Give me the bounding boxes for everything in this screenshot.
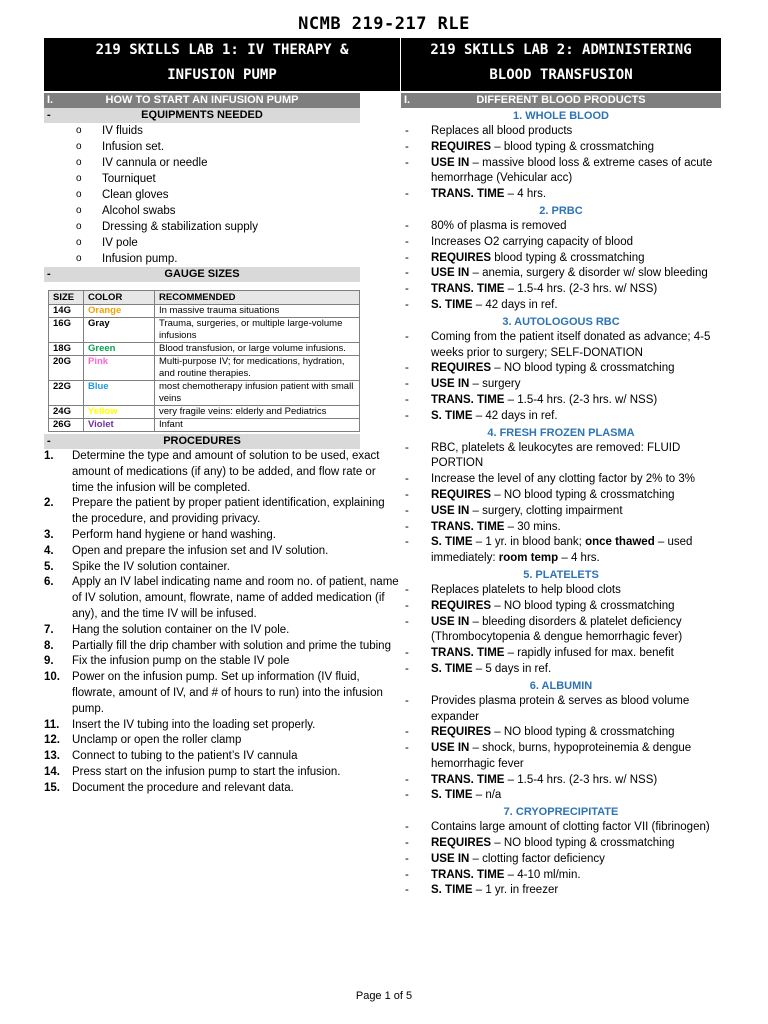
- column-header: SIZE: [49, 291, 84, 305]
- product-detail: [401, 741, 721, 773]
- detail-value: – surgery: [469, 378, 521, 391]
- procedure-step: [44, 575, 400, 622]
- product-heading: 5. PLATELETS: [523, 568, 599, 581]
- detail-key: S. TIME: [431, 884, 473, 897]
- equipment-item: [76, 123, 400, 139]
- circle-bullet-icon: o: [76, 237, 82, 248]
- gauge-recommended: Infant: [155, 419, 360, 432]
- detail-key: REQUIRES: [431, 726, 492, 739]
- procedure-steps: [44, 449, 400, 797]
- step-text: Open and prepare the infusion set and IV solution.: [72, 544, 329, 557]
- detail-value: – clotting factor deficiency: [469, 852, 605, 865]
- gauge-recommended: very fragile veins: elderly and Pediatrics: [155, 406, 360, 419]
- gauge-color: Blue: [84, 381, 155, 406]
- product-detail: [401, 773, 721, 789]
- product-detail: [401, 124, 721, 140]
- detail-key: S. TIME: [431, 789, 473, 802]
- dash: -: [405, 140, 409, 153]
- equipment-item: [76, 171, 400, 187]
- dash: -: [405, 393, 409, 406]
- gauge-table: [48, 290, 360, 432]
- column-header: RECOMMENDED: [155, 291, 360, 305]
- dash: -: [405, 662, 409, 675]
- equipment-label: Tourniquet: [102, 173, 156, 185]
- detail-key: room temp: [498, 552, 559, 565]
- step-text: Determine the type and amount of solution to be used, exact amount of medications (if any) to be added, and flow rate or time the infusion will be completed.: [72, 450, 380, 494]
- product-detail: [401, 361, 721, 377]
- detail-key: USE IN: [431, 615, 470, 628]
- detail-value: 80% of plasma is removed: [431, 219, 567, 232]
- procedure-step: [44, 639, 400, 655]
- step-number: 7.: [44, 623, 54, 636]
- detail-value: – 1.5-4 hrs. (2-3 hrs. w/ NSS): [504, 773, 658, 786]
- heading-label: GAUGE SIZES: [164, 268, 240, 280]
- product-detail: [401, 662, 721, 678]
- header-line-1: 219 SKILLS LAB 1: IV THERAPY &: [95, 42, 349, 58]
- dash: -: [405, 884, 409, 897]
- procedure-step: [44, 544, 400, 560]
- dash: -: [405, 251, 409, 264]
- dash: -: [405, 583, 409, 596]
- product-detail: [401, 615, 721, 647]
- step-text: Perform hand hygiene or hand washing.: [72, 528, 276, 541]
- detail-value: – bleeding disorders & platelet deficiency (Thrombocytopenia & dengue hemorrhagic fever): [431, 615, 683, 644]
- procedure-step: [44, 528, 400, 544]
- product-detail: [401, 441, 721, 473]
- detail-key: TRANS. TIME: [431, 773, 505, 786]
- product-heading: 7. CRYOPRECIPITATE: [503, 806, 619, 819]
- step-text: Insert the IV tubing into the loading set properly.: [72, 718, 316, 731]
- equipment-item: [76, 187, 400, 203]
- detail-key: TRANS. TIME: [431, 188, 505, 201]
- product-detail: [401, 583, 721, 599]
- product-detail: [401, 235, 721, 251]
- detail-key: S. TIME: [431, 536, 473, 549]
- step-text: Partially fill the drip chamber with solution and prime the tubing: [72, 639, 391, 652]
- gauge-heading: [44, 267, 360, 282]
- dash: -: [405, 298, 409, 311]
- detail-value: Increase the level of any clotting factor by 2% to 3%: [431, 473, 696, 486]
- detail-value: – massive blood loss & extreme cases of acute hemorrhage (Vehicular acc): [431, 156, 713, 185]
- detail-value: – n/a: [472, 789, 502, 802]
- gauge-color: Orange: [84, 305, 155, 318]
- detail-key: once thawed: [585, 536, 655, 549]
- circle-bullet-icon: o: [76, 141, 82, 152]
- detail-key: S. TIME: [431, 662, 473, 675]
- detail-value: – 4-10 ml/min.: [504, 868, 581, 881]
- dash: -: [405, 330, 409, 343]
- detail-key: TRANS. TIME: [431, 393, 505, 406]
- step-text: Prepare the patient by proper patient identification, explaining the procedure, and providing privacy.: [72, 497, 385, 526]
- step-number: 9.: [44, 655, 54, 668]
- product-heading: 2. PRBC: [539, 204, 583, 217]
- product-heading: 4. FRESH FROZEN PLASMA: [487, 426, 635, 439]
- step-text: Connect to tubing to the patient’s IV cannula: [72, 750, 298, 763]
- step-number: 3.: [44, 528, 54, 541]
- table-row: [49, 305, 360, 318]
- equipment-label: IV fluids: [102, 125, 143, 137]
- detail-key: REQUIRES: [431, 140, 492, 153]
- detail-value: – 1.5-4 hrs. (2-3 hrs. w/ NSS): [504, 283, 658, 296]
- circle-bullet-icon: o: [76, 253, 82, 264]
- detail-value: – NO blood typing & crossmatching: [491, 837, 675, 850]
- detail-value: Increases O2 carrying capacity of blood: [431, 235, 633, 248]
- dash: -: [405, 219, 409, 232]
- product-detail: [401, 472, 721, 488]
- product-detail: [401, 282, 721, 298]
- product-detail: [401, 599, 721, 615]
- procedure-step: [44, 733, 400, 749]
- detail-value: Contains large amount of clotting factor VII (fibrinogen): [431, 821, 710, 834]
- section-number: I.: [47, 94, 54, 106]
- product-detail: [401, 377, 721, 393]
- procedure-step: [44, 718, 400, 734]
- product-detail: [401, 883, 721, 899]
- dash: -: [405, 283, 409, 296]
- detail-key: REQUIRES: [431, 599, 492, 612]
- detail-key: REQUIRES: [431, 488, 492, 501]
- detail-value: Provides plasma protein & serves as blood volume expander: [431, 694, 690, 723]
- product-detail: [401, 298, 721, 314]
- dash: -: [405, 441, 409, 454]
- procedure-step: [44, 654, 400, 670]
- step-text: Press start on the infusion pump to start the infusion.: [72, 765, 341, 778]
- dash: -: [405, 409, 409, 422]
- equipment-item: [76, 219, 400, 235]
- detail-value: Coming from the patient itself donated as advance; 4-5 weeks prior to surgery; SELF-DONATION: [431, 330, 711, 359]
- gauge-size: 24G: [49, 406, 84, 419]
- detail-key: TRANS. TIME: [431, 520, 505, 533]
- gauge-recommended: Multi-purpose IV; for medications, hydration, and routine therapies.: [155, 356, 360, 381]
- dash: -: [47, 109, 51, 121]
- circle-bullet-icon: o: [76, 221, 82, 232]
- equipment-label: Infusion set.: [102, 141, 165, 153]
- step-text: Document the procedure and relevant data.: [72, 781, 294, 794]
- gauge-size: 22G: [49, 381, 84, 406]
- product-detail: [401, 535, 721, 567]
- dash: -: [405, 615, 409, 628]
- step-number: 12.: [44, 734, 60, 747]
- dash: -: [405, 378, 409, 391]
- detail-key: USE IN: [431, 156, 470, 169]
- gauge-size: 14G: [49, 305, 84, 318]
- product-detail: [401, 520, 721, 536]
- right-column: [401, 38, 721, 899]
- gauge-recommended: In massive trauma situations: [155, 305, 360, 318]
- detail-value: – 42 days in ref.: [472, 298, 558, 311]
- equipment-list: [44, 123, 400, 267]
- heading-label: EQUIPMENTS NEEDED: [141, 109, 263, 121]
- gauge-size: 16G: [49, 318, 84, 343]
- step-text: Power on the infusion pump. Set up information (IV fluid, flowrate, amount of IV, and # of hours to run) into the infusion pump.: [72, 671, 383, 715]
- dash: -: [405, 536, 409, 549]
- detail-value: – surgery, clotting impairment: [469, 504, 623, 517]
- table-row: [49, 318, 360, 343]
- step-text: Hang the solution container on the IV pole.: [72, 623, 290, 636]
- product-detail: [401, 330, 721, 362]
- detail-value: – shock, burns, hypoproteinemia & dengue hemorrhagic fever: [431, 742, 692, 770]
- detail-key: TRANS. TIME: [431, 868, 505, 881]
- gauge-color: Green: [84, 343, 155, 356]
- step-number: 4.: [44, 544, 54, 557]
- procedure-step: [44, 623, 400, 639]
- step-text: Spike the IV solution container.: [72, 560, 230, 573]
- detail-value: Replaces all blood products: [431, 125, 573, 137]
- equipment-label: Dressing & stabilization supply: [102, 221, 258, 233]
- detail-value: – NO blood typing & crossmatching: [491, 362, 675, 375]
- table-row: [49, 381, 360, 406]
- detail-value: – 42 days in ref.: [472, 409, 558, 422]
- product-detail: [401, 219, 721, 235]
- detail-key: USE IN: [431, 504, 470, 517]
- detail-value: – NO blood typing & crossmatching: [491, 599, 675, 612]
- dash: -: [405, 599, 409, 612]
- left-column: [44, 38, 400, 797]
- detail-value: – NO blood typing & crossmatching: [491, 726, 675, 739]
- detail-key: USE IN: [431, 267, 470, 280]
- gauge-color: Yellow: [84, 406, 155, 419]
- product-detail: [401, 266, 721, 282]
- detail-key: TRANS. TIME: [431, 283, 505, 296]
- procedure-step: [44, 749, 400, 765]
- header-line-2: INFUSION PUMP: [167, 67, 277, 83]
- detail-key: REQUIRES: [431, 362, 492, 375]
- dash: -: [405, 837, 409, 850]
- table-row: [49, 419, 360, 432]
- dash: -: [47, 268, 51, 280]
- procedure-step: [44, 781, 400, 797]
- equipment-label: Alcohol swabs: [102, 205, 176, 217]
- detail-value: – anemia, surgery & disorder w/ slow bleeding: [469, 267, 708, 280]
- product-detail: [401, 646, 721, 662]
- circle-bullet-icon: o: [76, 189, 82, 200]
- step-number: 10.: [44, 671, 60, 684]
- equipment-label: Infusion pump.: [102, 253, 178, 265]
- procedure-step: [44, 560, 400, 576]
- detail-key: S. TIME: [431, 298, 473, 311]
- equipment-label: Clean gloves: [102, 189, 169, 201]
- product-heading: 1. WHOLE BLOOD: [513, 110, 609, 122]
- gauge-color: Pink: [84, 356, 155, 381]
- dash: -: [405, 726, 409, 739]
- dash: -: [405, 742, 409, 755]
- detail-value: – 1 yr. in freezer: [472, 884, 559, 897]
- table-row: [49, 356, 360, 381]
- detail-key: USE IN: [431, 378, 470, 391]
- header-line-1: 219 SKILLS LAB 2: ADMINISTERING: [430, 42, 692, 58]
- detail-value: – 4 hrs.: [504, 188, 547, 201]
- dash: -: [405, 852, 409, 865]
- detail-value: – NO blood typing & crossmatching: [491, 488, 675, 501]
- detail-value: – 1 yr. in blood bank;: [472, 536, 586, 549]
- product-detail: [401, 409, 721, 425]
- product-detail: [401, 820, 721, 836]
- dash: -: [405, 694, 409, 707]
- blood-products-list: [401, 108, 721, 899]
- procedures-heading: [44, 434, 360, 449]
- gauge-color: Violet: [84, 419, 155, 432]
- dash: -: [405, 267, 409, 280]
- detail-key: USE IN: [431, 742, 470, 755]
- step-number: 1.: [44, 450, 54, 462]
- detail-value: – blood typing & crossmatching: [491, 140, 655, 153]
- detail-key: REQUIRES: [431, 251, 492, 264]
- step-number: 2.: [44, 497, 54, 510]
- product-detail: [401, 187, 721, 203]
- step-number: 8.: [44, 639, 54, 652]
- dash: -: [405, 647, 409, 660]
- gauge-size: 18G: [49, 343, 84, 356]
- step-number: 14.: [44, 765, 60, 778]
- equipment-label: IV cannula or needle: [102, 157, 208, 169]
- column-header: COLOR: [84, 291, 155, 305]
- dash: -: [405, 773, 409, 786]
- dash: -: [405, 504, 409, 517]
- step-text: Unclamp or open the roller clamp: [72, 734, 242, 747]
- detail-value: – 1.5-4 hrs. (2-3 hrs. w/ NSS): [504, 393, 658, 406]
- section-number: I.: [404, 94, 411, 106]
- section-label: DIFFERENT BLOOD PRODUCTS: [476, 94, 646, 106]
- step-number: 5.: [44, 560, 54, 573]
- detail-value: – used immediately:: [431, 536, 693, 565]
- gauge-color: Gray: [84, 318, 155, 343]
- detail-value: Replaces platelets to help blood clots: [431, 583, 621, 596]
- product-detail: [401, 725, 721, 741]
- product-detail: [401, 393, 721, 409]
- product-detail: [401, 140, 721, 156]
- equipment-item: [76, 155, 400, 171]
- detail-value: – 30 mins.: [504, 520, 561, 533]
- equipment-item: [76, 139, 400, 155]
- circle-bullet-icon: o: [76, 157, 82, 168]
- detail-key: REQUIRES: [431, 837, 492, 850]
- dash: -: [405, 789, 409, 802]
- circle-bullet-icon: o: [76, 205, 82, 216]
- step-number: 11.: [44, 718, 60, 731]
- equipment-item: [76, 203, 400, 219]
- product-detail: [401, 251, 721, 267]
- document-title: NCMB 219-217 RLE: [298, 14, 470, 34]
- table-row: [49, 406, 360, 419]
- detail-value: – 4 hrs.: [558, 552, 600, 565]
- detail-value: – 5 days in ref.: [472, 662, 552, 675]
- dash: -: [405, 362, 409, 375]
- step-number: 13.: [44, 750, 60, 763]
- gauge-size: 20G: [49, 356, 84, 381]
- dash: -: [405, 520, 409, 533]
- equipment-item: [76, 235, 400, 251]
- step-text: Fix the infusion pump on the stable IV pole: [72, 655, 290, 668]
- procedure-step: [44, 670, 400, 717]
- page-footer: Page 1 of 5: [355, 990, 413, 1002]
- section-blood-products: [401, 93, 721, 108]
- section-infusion-pump: [44, 93, 360, 108]
- product-heading: 3. AUTOLOGOUS RBC: [502, 315, 620, 328]
- procedure-step: [44, 496, 400, 528]
- equipment-label: IV pole: [102, 237, 138, 249]
- table-row: [49, 343, 360, 356]
- product-heading: 6. ALBUMIN: [529, 679, 593, 692]
- procedure-step: [44, 765, 400, 781]
- dash: -: [405, 473, 409, 486]
- product-detail: [401, 504, 721, 520]
- product-detail: [401, 156, 721, 188]
- circle-bullet-icon: o: [76, 125, 82, 136]
- equipment-heading: [44, 108, 360, 123]
- detail-key: USE IN: [431, 852, 470, 865]
- dash: -: [405, 868, 409, 881]
- step-number: 6.: [44, 576, 54, 589]
- detail-key: TRANS. TIME: [431, 647, 505, 660]
- product-detail: [401, 788, 721, 804]
- dash: -: [405, 821, 409, 834]
- header-line-2: BLOOD TRANSFUSION: [489, 67, 633, 83]
- equipment-item: [76, 251, 400, 267]
- gauge-recommended: most chemotherapy infusion patient with small veins: [155, 381, 360, 406]
- dash: -: [405, 488, 409, 501]
- product-detail: [401, 868, 721, 884]
- step-number: 15.: [44, 781, 60, 794]
- detail-value: RBC, platelets & leukocytes are removed: FLUID PORTION: [431, 441, 681, 470]
- step-text: Apply an IV label indicating name and room no. of patient, name of IV solution, amount, flowrate, name of added medication (if any), and the time IV will be infused.: [72, 576, 399, 620]
- dash: -: [405, 125, 409, 137]
- detail-value: – rapidly infused for max. benefit: [504, 647, 674, 660]
- dash: -: [405, 156, 409, 169]
- gauge-recommended: Trauma, surgeries, or multiple large-volume infusions: [155, 318, 360, 343]
- product-detail: [401, 836, 721, 852]
- procedure-step: [44, 449, 400, 496]
- skills-lab-2-header: [401, 38, 721, 91]
- product-detail: [401, 694, 721, 726]
- dash: -: [405, 188, 409, 201]
- heading-label: PROCEDURES: [163, 435, 241, 447]
- detail-key: S. TIME: [431, 409, 473, 422]
- section-label: HOW TO START AN INFUSION PUMP: [105, 94, 299, 106]
- gauge-size: 26G: [49, 419, 84, 432]
- detail-value: blood typing & crossmatching: [491, 251, 645, 264]
- skills-lab-1-header: [44, 38, 400, 91]
- gauge-recommended: Blood transfusion, or large volume infusions.: [155, 343, 360, 356]
- dash: -: [405, 235, 409, 248]
- product-detail: [401, 488, 721, 504]
- circle-bullet-icon: o: [76, 173, 82, 184]
- product-detail: [401, 852, 721, 868]
- dash: -: [47, 435, 51, 447]
